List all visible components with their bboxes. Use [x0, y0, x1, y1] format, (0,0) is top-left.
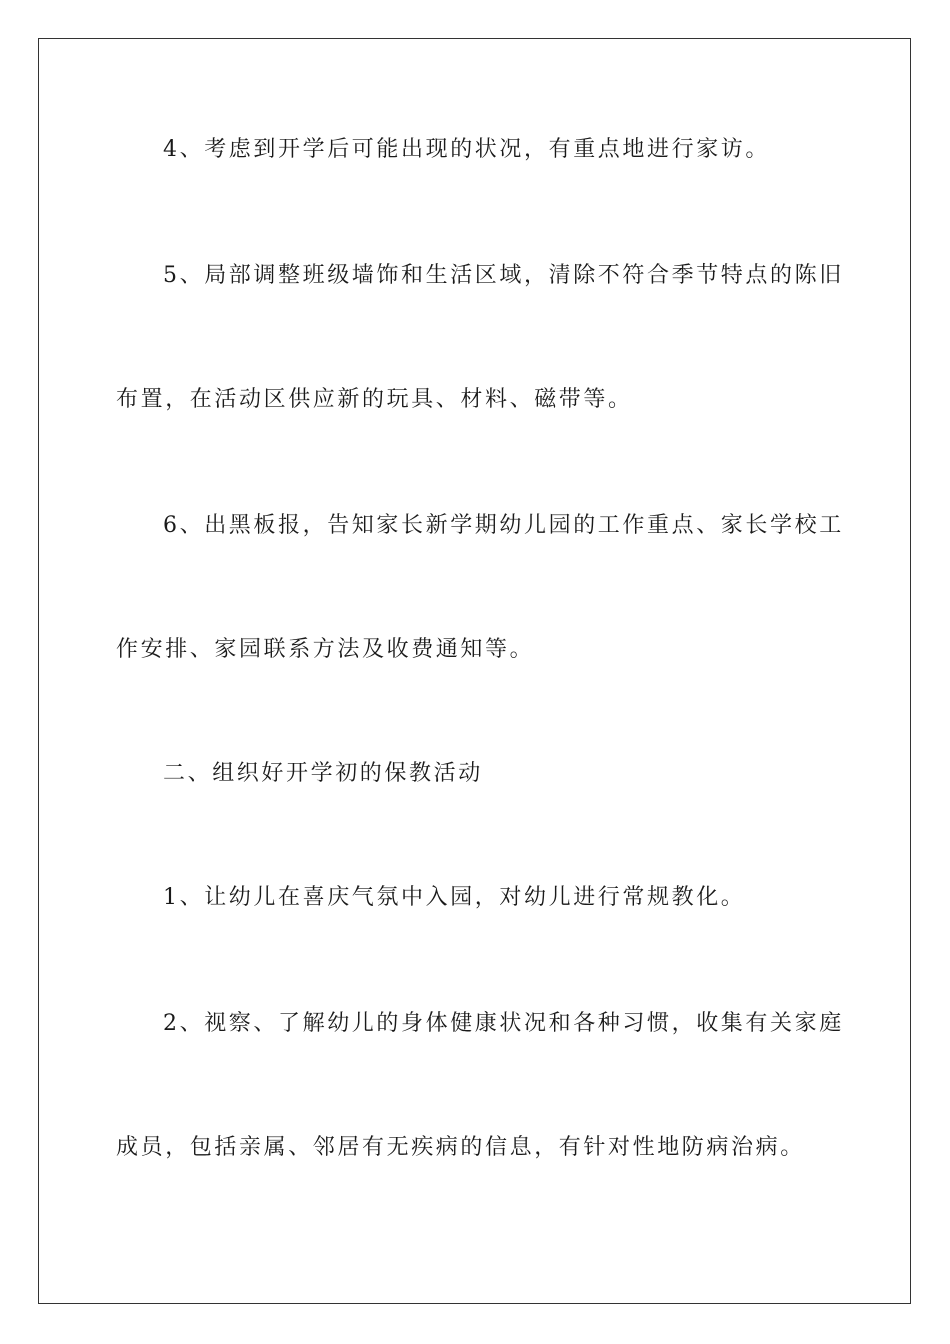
paragraph-item-6-line-1: 6、出黑板报，告知家长新学期幼儿园的工作重点、家长学校工 [163, 513, 844, 538]
page-frame [38, 38, 911, 1304]
paragraph-item-5-line-2: 布置，在活动区供应新的玩具、材料、磁带等。 [116, 387, 633, 412]
paragraph-item-2-line-2: 成员，包括亲属、邻居有无疾病的信息，有针对性地防病治病。 [116, 1135, 805, 1160]
paragraph-item-4: 4、考虑到开学后可能出现的状况，有重点地进行家访。 [163, 137, 770, 162]
paragraph-item-2-line-1: 2、视察、了解幼儿的身体健康状况和各种习惯，收集有关家庭 [163, 1011, 844, 1036]
section-heading-2: 二、组织好开学初的保教活动 [163, 761, 483, 786]
paragraph-item-5-line-1: 5、局部调整班级墙饰和生活区域，清除不符合季节特点的陈旧 [163, 263, 844, 288]
paragraph-item-1: 1、让幼儿在喜庆气氛中入园，对幼儿进行常规教化。 [163, 885, 746, 910]
paragraph-item-6-line-2: 作安排、家园联系方法及收费通知等。 [116, 637, 535, 662]
